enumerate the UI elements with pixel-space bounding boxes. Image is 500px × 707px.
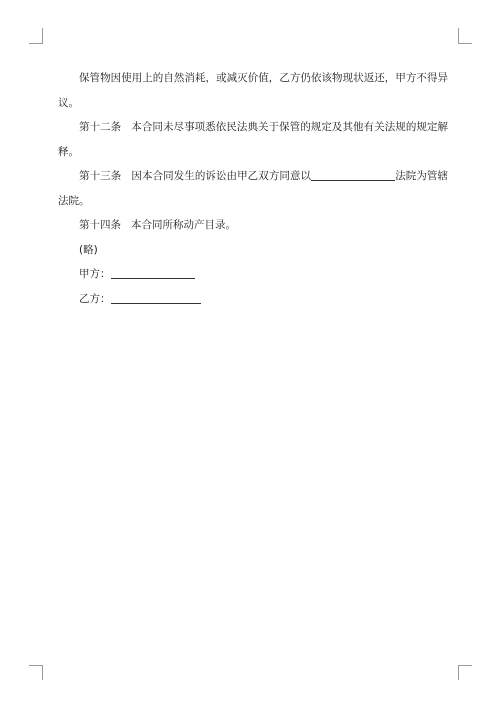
- article-13-text-after: 法院为管辖法院。: [58, 170, 449, 207]
- crop-mark-top-left: [29, 28, 43, 44]
- article-13-text-before: 因本合同发生的诉讼由甲乙双方同意以: [131, 170, 312, 182]
- article-13: [58, 164, 448, 213]
- article-14-label: 第十四条: [79, 219, 121, 231]
- article-13-label: 第十三条: [79, 170, 122, 182]
- article-12-label: 第十二条: [79, 121, 122, 133]
- crop-mark-bottom-left: [29, 665, 43, 680]
- party-b-blank[interactable]: [111, 291, 201, 304]
- crop-mark-top-right: [458, 28, 472, 44]
- party-a-blank[interactable]: [111, 266, 195, 279]
- article-14: [58, 213, 448, 238]
- party-a-signature: [58, 262, 448, 287]
- party-b-signature: [58, 287, 448, 312]
- article-12-text: 本合同未尽事项悉依民法典关于保管的规定及其他有关法规的规定解释。: [58, 121, 449, 158]
- crop-mark-bottom-right: [458, 665, 472, 680]
- party-b-label: 乙方：: [79, 292, 111, 305]
- paragraph-continuation: 保管物因使用上的自然消耗，或减灭价值，乙方仍依该物现状返还，甲方不得异议。: [58, 72, 448, 109]
- article-14-text: 本合同所称动产目录。: [131, 219, 236, 231]
- document-body: [58, 66, 448, 311]
- party-a-label: 甲方：: [79, 268, 111, 280]
- article-12: [58, 115, 448, 164]
- court-name-blank[interactable]: [311, 168, 395, 181]
- omitted-note: (略): [79, 243, 98, 256]
